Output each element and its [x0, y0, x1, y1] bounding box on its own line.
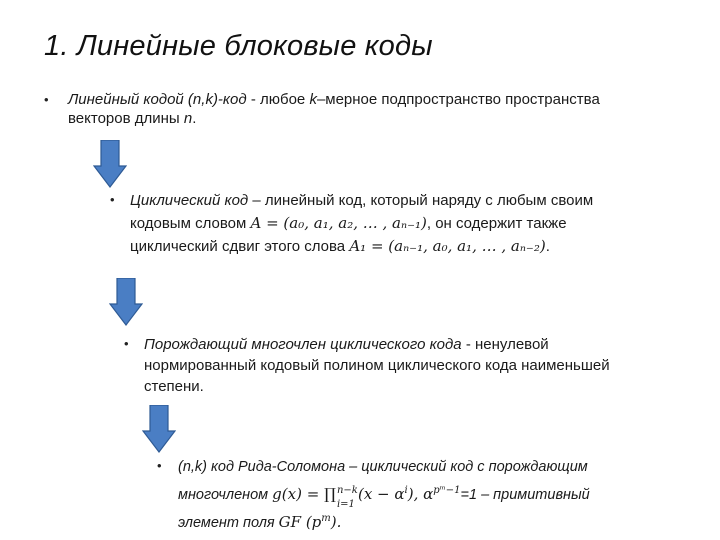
bullet-2-text-a: – линейный код, который наряду с любым своим	[248, 192, 594, 209]
bullet-1-n: n	[183, 110, 193, 127]
bullet-2-text-d: циклический сдвиг этого слова	[130, 238, 350, 255]
down-arrow-icon	[93, 140, 127, 188]
bullet-1-text-d: .	[192, 110, 197, 127]
bullet-4-text-a: многочленом	[178, 487, 273, 503]
bullet-4-factor-end: ),	[407, 485, 419, 503]
bullet-2-term: Циклический код	[130, 192, 249, 209]
bullet-4-gx: g(x) = ∏	[272, 485, 336, 503]
bullet-1-term: Линейный кодой (n,k)-код	[68, 91, 247, 108]
bullet-4	[178, 456, 590, 535]
down-arrow-shape	[143, 405, 175, 452]
down-arrow-icon	[142, 405, 176, 453]
bullet-2-A: A	[250, 214, 262, 232]
bullet-2-text-b: кодовым словом	[130, 215, 251, 232]
down-arrow-icon	[109, 278, 143, 326]
bullet-4-prod-lower: i=1	[336, 499, 355, 510]
bullet-1-text-a: - любое	[246, 91, 310, 108]
bullet-1-text-c: векторов длины	[68, 110, 184, 127]
bullet-2-dot: •	[110, 192, 115, 207]
bullet-1	[68, 90, 600, 128]
bullet-3-text-a: - ненулевой	[461, 336, 549, 353]
bullet-4-prod-upper: n−k	[336, 485, 358, 496]
bullet-4-alpha: α	[418, 485, 434, 503]
bullet-2-vector: (a₀, a₁, a₂, … , aₙ₋₁)	[283, 214, 427, 232]
bullet-2-text-c: , он содержит также	[426, 215, 567, 232]
bullet-1-k: k	[309, 91, 317, 108]
bullet-3-text-b: нормированный кодовый полином циклического кода наименьшей	[144, 357, 610, 374]
bullet-4-gf: GF (p	[278, 513, 322, 531]
bullet-3-text-c: степени.	[144, 378, 204, 395]
bullet-2-eq2: =	[366, 237, 389, 255]
bullet-2-eq: =	[261, 214, 284, 232]
bullet-4-gf-exp: m	[321, 513, 331, 524]
bullet-4-factor-exp: i	[404, 485, 408, 496]
bullet-1-dot: •	[44, 92, 49, 107]
bullet-4-text-b: =1 – примитивный	[460, 487, 590, 503]
slide-title: 1. Линейные блоковые коды	[44, 30, 433, 62]
bullet-2-A1: A₁	[349, 237, 367, 255]
bullet-4-gf-end: ).	[330, 513, 342, 531]
bullet-1-text-b: –мерное подпространство пространства	[316, 91, 600, 108]
bullet-2	[130, 190, 593, 258]
bullet-4-factor: (x − α	[357, 485, 405, 503]
bullet-2-shift-vector: (aₙ₋₁, a₀, a₁, … , aₙ₋₂)	[388, 237, 546, 255]
bullet-3-term: Порождающий многочлен циклического кода	[144, 336, 462, 353]
bullet-3-dot: •	[124, 336, 129, 351]
down-arrow-shape	[94, 140, 126, 187]
bullet-4-dot: •	[157, 458, 162, 473]
bullet-2-text-e: .	[545, 238, 550, 255]
bullet-4-alpha-exp: pᵐ−1	[433, 485, 461, 496]
bullet-3	[144, 334, 610, 397]
down-arrow-shape	[110, 278, 142, 325]
bullet-4-term: (n,k) код Рида-Соломона – циклический код с порождающим	[178, 459, 588, 475]
bullet-4-text-c: элемент поля	[178, 515, 279, 531]
